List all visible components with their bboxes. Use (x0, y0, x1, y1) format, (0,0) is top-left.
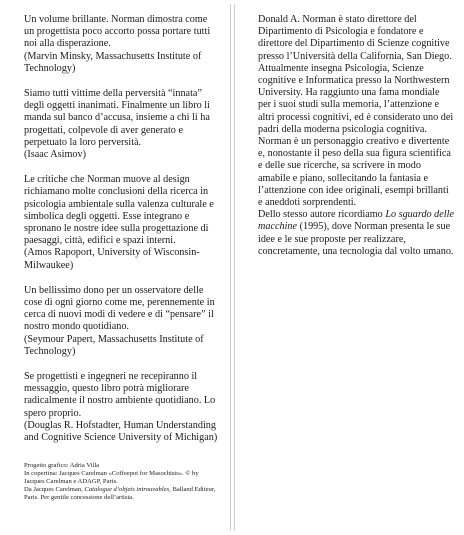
credit-source-post: , Balland Editeur, Paris. Per gentile concessione dell’artista. (24, 486, 216, 501)
bio-p4-pre: Dello stesso autore ricordiamo (258, 209, 386, 221)
endorsement-source: (Amos Rapoport, University of Wisconsin-Milwaukee) (24, 247, 200, 271)
bio-paragraph-4 (258, 209, 454, 258)
endorsement-quote: Siamo tutti vittime della perversità “innata” degli oggetti inanimati. Finalmente un libro li manda sul banco d’accusa, insieme a chi li ha progettati, colpevole di aver generato e perpetuato la loro perversità. (24, 88, 210, 148)
credit-graphic-design: Progetto grafico: Adria Villa (24, 462, 100, 469)
endorsement-source: (Isaac Asimov) (24, 149, 86, 161)
bio-paragraph-2: Attualmente insegna Psicologia, Scienze cognitive e Informatica presso la Northwestern University. Ha raggiunto una fama mondiale per i suoi studi sulla memoria, l’attenzione e altri processi cognitivi, ed è considerato uno dei padri della moderna psicologia cognitiva. (258, 62, 454, 135)
endorsement-hofstadter (24, 371, 220, 444)
endorsement-quote: Se progettisti e ingegneri ne recepiranno il messaggio, questo libro potrà migliorare radicalmente il nostro ambiente quotidiano. Lo spero proprio. (24, 371, 216, 419)
endorsement-source: (Seymour Papert, Massachusetts Institute of Technology) (24, 333, 204, 357)
endorsement-minsky (24, 14, 220, 75)
endorsement-quote: Un volume brillante. Norman dimostra come un progettista poco accorto possa portare tutti noi alla disperazione. (24, 14, 211, 50)
endorsement-papert (24, 285, 220, 358)
endorsement-quote: Un bellissimo dono per un osservatore delle cose di ogni giorno come me, perennemente in cerca di nuovi modi di vedere e di “pensare” il nostro mondo quotidiano. (24, 284, 215, 333)
endorsement-source: (Douglas R. Hofstadter, Human Understanding and Cognitive Science University of Michigan) (24, 419, 218, 444)
credit-source-pre: Da Jacques Carelman, (24, 486, 85, 493)
bio-paragraph-3: Norman è un personaggio creativo e divertente e, nonostante il peso della sua figura scientifica e delle sue ricerche, sa scrivere in modo amabile e piano, sollecitando la fantasia e l’attenzione con idee originali, esempi brillanti e aneddoti sorprendenti. (258, 136, 451, 209)
endorsement-source: (Marvin Minsky, Massachusetts Institute of Technology) (24, 50, 202, 74)
bio-p4-post: (1995), dove Norman presenta le sue idee e le sue proposte per realizzare, concretamente, una tecnologia dal volto umano. (258, 221, 454, 257)
design-credits (24, 462, 220, 502)
credit-source (24, 486, 220, 502)
credit-cover: In copertina: Jacques Carelman «Coffeepot for Masochists». © by Jacques Carelman e ADAGP, Paris. (24, 470, 199, 485)
author-bio-column (258, 14, 454, 258)
credit-source-title: Catalogue d’objets introuvables (84, 486, 170, 493)
endorsement-rapoport (24, 174, 220, 272)
endorsement-asimov (24, 88, 220, 161)
endorsement-quote: Le critiche che Norman muove al design richiamano molte conclusioni della ricerca in psicologia ambientale sulla valenza culturale e simbolica degli oggetti. Esse integrano e spronano le nostre idee sulla progettazione di paesaggi, città, edifici e spazi interni. (24, 174, 214, 247)
endorsements-column (24, 14, 220, 457)
book-title-lo-sguardo: Lo sguardo delle macchine (258, 209, 454, 233)
bio-paragraph-1: Donald A. Norman è stato direttore del Dipartimento di Psicologia e fondatore e direttore del Dipartimento di Scienze cognitive presso l’Università della California, San Diego. (258, 14, 452, 62)
